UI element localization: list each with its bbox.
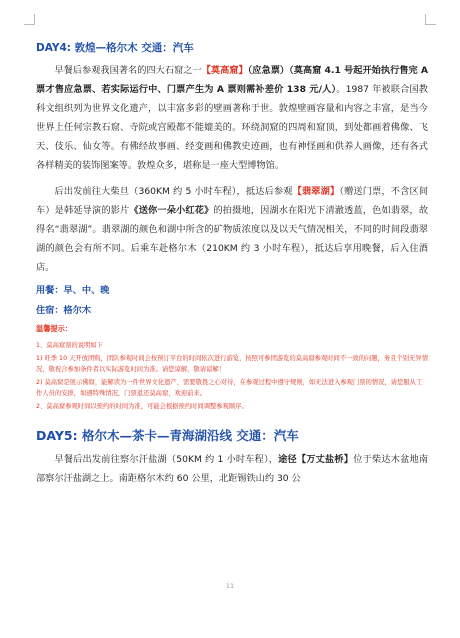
day4-heading: DAY4: 敦煌—格尔木 交通：汽车 bbox=[36, 42, 194, 54]
day4-p1-text-a: 早餐后参观我国著名的四大石窟之一 bbox=[54, 65, 202, 76]
tips-heading: 温馨提示： bbox=[36, 324, 72, 333]
day5-p1-text-a: 早餐后出发前往察尔汗盐湖（50KM 约 1 小时车程）， bbox=[54, 454, 279, 465]
day4-p1-text-e: 。1987 年被联合国教科文组织列为世界文化遗产，以丰富多彩的壁画著称于世。敦煌壁画容量和内容之丰富，是当今世界上任何宗教石窟、寺院或宫殿都不能媲美的。环绕洞窟的四周和窟顶，到处都画着佛像、飞天、伎乐、仙女等。有佛经故事画、经变画和佛教史迹画，也有神怪画和供养人画像，还有各式各样精美的装饰图案等。敦煌众多，堪称是一座大型博物馆。 bbox=[36, 84, 428, 171]
day4-paragraph-mogao bbox=[36, 61, 428, 175]
tips-list bbox=[36, 340, 428, 412]
tip-item: 1、莫高窟票的说明如下 bbox=[36, 342, 103, 349]
day4-p2-text-e: 的拍摄地，因湖水在阳光下清澈透蓝，色如翡翠，故得名“翡翠湖”。翡翠湖的颜色和湖中所含的矿物质浓度以及以天气情况相关，不同的时间段翡翠湖的颜色会有所不同。后乘车赴格尔木（210KM 约 3 小时车程），抵达后享用晚餐，后入住酒店。 bbox=[36, 205, 429, 273]
day5-paragraph bbox=[36, 450, 428, 488]
day4-hotel: 住宿：格尔木 bbox=[36, 305, 92, 316]
crop-mark-top-right bbox=[425, 14, 436, 25]
movie-title: 《送你一朵小红花》 bbox=[129, 205, 214, 216]
day4-p2-text-c: （赠送门票，不含区间车）是韩延导演的影片 bbox=[36, 186, 429, 216]
page-content bbox=[36, 40, 428, 495]
day5-heading: DAY5: 格尔木—茶卡—青海湖沿线 交通：汽车 bbox=[36, 428, 299, 443]
ticket-policy-note: （莫高窟 4.1 号起开始执行售完 A 票才售应急票、若实际运行中、门票产生为 A 票则需补差价 138 元/人） bbox=[36, 65, 429, 95]
page-number: 11 bbox=[225, 582, 235, 590]
tip-item: 2) 莫高窟是展示佛窟，能解读为一件世界文化遗产，需要敬畏之心对待，在参观过程中遵守规则，如无法进入参观门票的情况，请您服从工作人员的安排，如遇特殊情况，门票退还莫高窟，欢迎前来。 bbox=[36, 378, 423, 397]
day5-p1-text-c: 位于柴达木盆地南部察尔汗盐湖之上。南距格尔木约 60 公里，北距锡铁山约 30 公 bbox=[36, 454, 429, 484]
crop-mark-top-left bbox=[24, 14, 35, 25]
mogao-cave-highlight: 【莫高窟】 bbox=[201, 65, 248, 76]
tip-item: 2、莫高窟参观时间以预约的时间为准，可能会根据预约时间调整参观顺序。 bbox=[36, 402, 248, 410]
day4-meals: 用餐：早、中、晚 bbox=[36, 285, 110, 296]
emergency-ticket-label: （应急票） bbox=[247, 65, 290, 76]
day4-paragraph-emerald-lake bbox=[36, 182, 428, 277]
tip-item: 1) 旺季 10 天开放团购，团队参观时间会按预订平台的时间依次进行游览，按照可参团游览的莫高窟参观时间不一致的问题，务且个别无异情况，敬祝合参加条件者以实际游览时间为准。请您谅解，敬请谅解！ bbox=[36, 354, 428, 373]
emerald-lake-highlight: 【翡翠湖】 bbox=[292, 186, 340, 197]
salt-bridge-highlight: 途径【万丈盐桥】 bbox=[278, 454, 354, 465]
day4-p2-text-a: 后出发前往大柴旦（360KM 约 5 小时车程），抵达后参观 bbox=[54, 186, 293, 197]
